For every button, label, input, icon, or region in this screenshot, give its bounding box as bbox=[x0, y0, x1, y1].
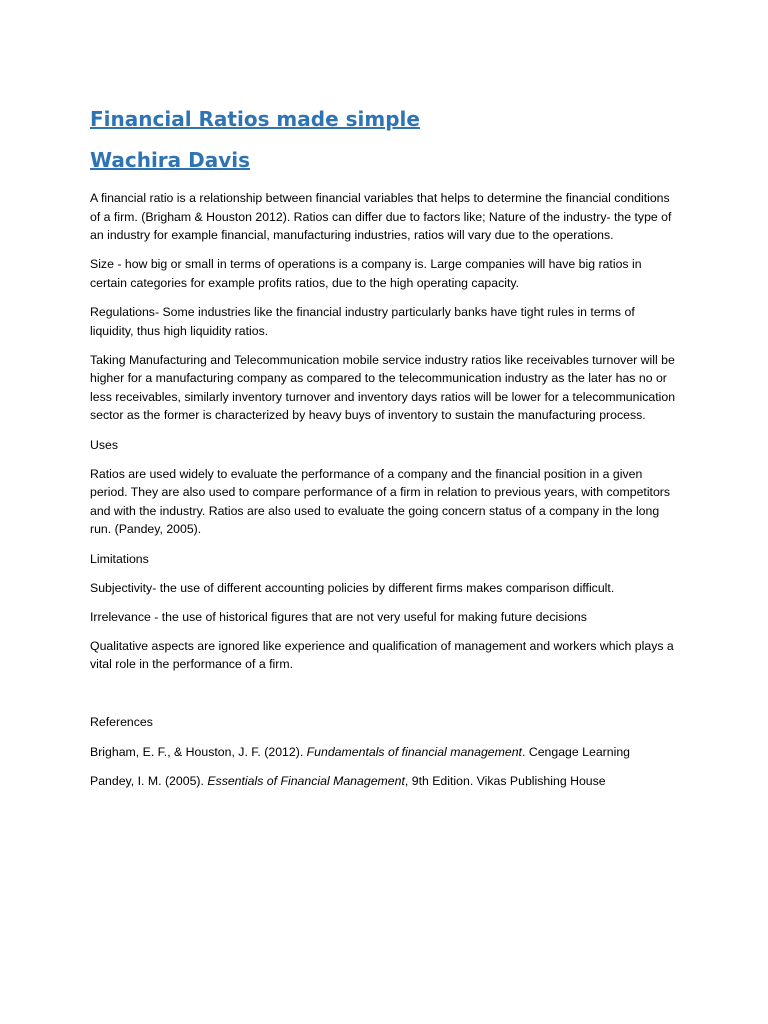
reference-author: Brigham, E. F., & Houston, J. F. (2012). bbox=[90, 744, 307, 759]
reference-publisher: . Cengage Learning bbox=[521, 744, 631, 759]
reference-item bbox=[90, 772, 680, 791]
limitations-heading: Limitations bbox=[90, 551, 149, 566]
reference-title: Fundamentals of financial management bbox=[306, 744, 522, 759]
paragraph-qualitative: Qualitative aspects are ignored like experience and qualification of management and workers which plays a vital role in the performance of a firm. bbox=[90, 638, 674, 672]
document-page bbox=[90, 104, 680, 801]
reference-item bbox=[90, 743, 680, 762]
document-author: Wachira Davis bbox=[90, 148, 251, 172]
section-spacer bbox=[90, 684, 680, 713]
document-title: Financial Ratios made simple bbox=[90, 107, 420, 131]
paragraph-intro: A financial ratio is a relationship between financial variables that helps to determine the financial conditions of a firm. (Brigham & Houston 2012). Ratios can differ due to factors like; Nature of the industry- the type of an industry for example financial, manufacturing industries, ratios will vary due to the operations. bbox=[90, 191, 672, 243]
reference-title: Essentials of Financial Management bbox=[207, 773, 405, 788]
uses-heading: Uses bbox=[90, 437, 119, 452]
document-body bbox=[90, 189, 680, 790]
paragraph-uses: Ratios are used widely to evaluate the performance of a company and the financial position in a given period. They are also used to compare performance of a firm in relation to previous years, with competitors and with the industry. Ratios are also used to evaluate the going concern status of a company in the long run. (Pandey, 2005). bbox=[90, 466, 671, 537]
paragraph-regulations: Regulations- Some industries like the financial industry particularly banks have tight rules in terms of liquidity, thus high liquidity ratios. bbox=[90, 304, 635, 338]
reference-author: Pandey, I. M. (2005). bbox=[90, 773, 208, 788]
references-heading: References bbox=[90, 715, 153, 730]
paragraph-size: Size - how big or small in terms of operations is a company is. Large companies will have big ratios in certain categories for example profits ratios, due to the high operating capacity. bbox=[90, 257, 642, 290]
paragraph-subjectivity: Subjectivity- the use of different accounting policies by different firms makes comparison difficult. bbox=[90, 580, 615, 595]
paragraph-taking: Taking Manufacturing and Telecommunication mobile service industry ratios like receivables turnover will be higher for a manufacturing company as compared to the telecommunication industry as the later has no or less receivables, similarly inventory turnover and inventory days ratios will be lower for a telecommunication sector as the former is characterized by heavy buys of inventory to sustain the manufacturing process. bbox=[90, 352, 676, 423]
reference-publisher: , 9th Edition. Vikas Publishing House bbox=[404, 773, 606, 788]
paragraph-irrelevance: Irrelevance - the use of historical figures that are not very useful for making future decisions bbox=[90, 609, 587, 624]
